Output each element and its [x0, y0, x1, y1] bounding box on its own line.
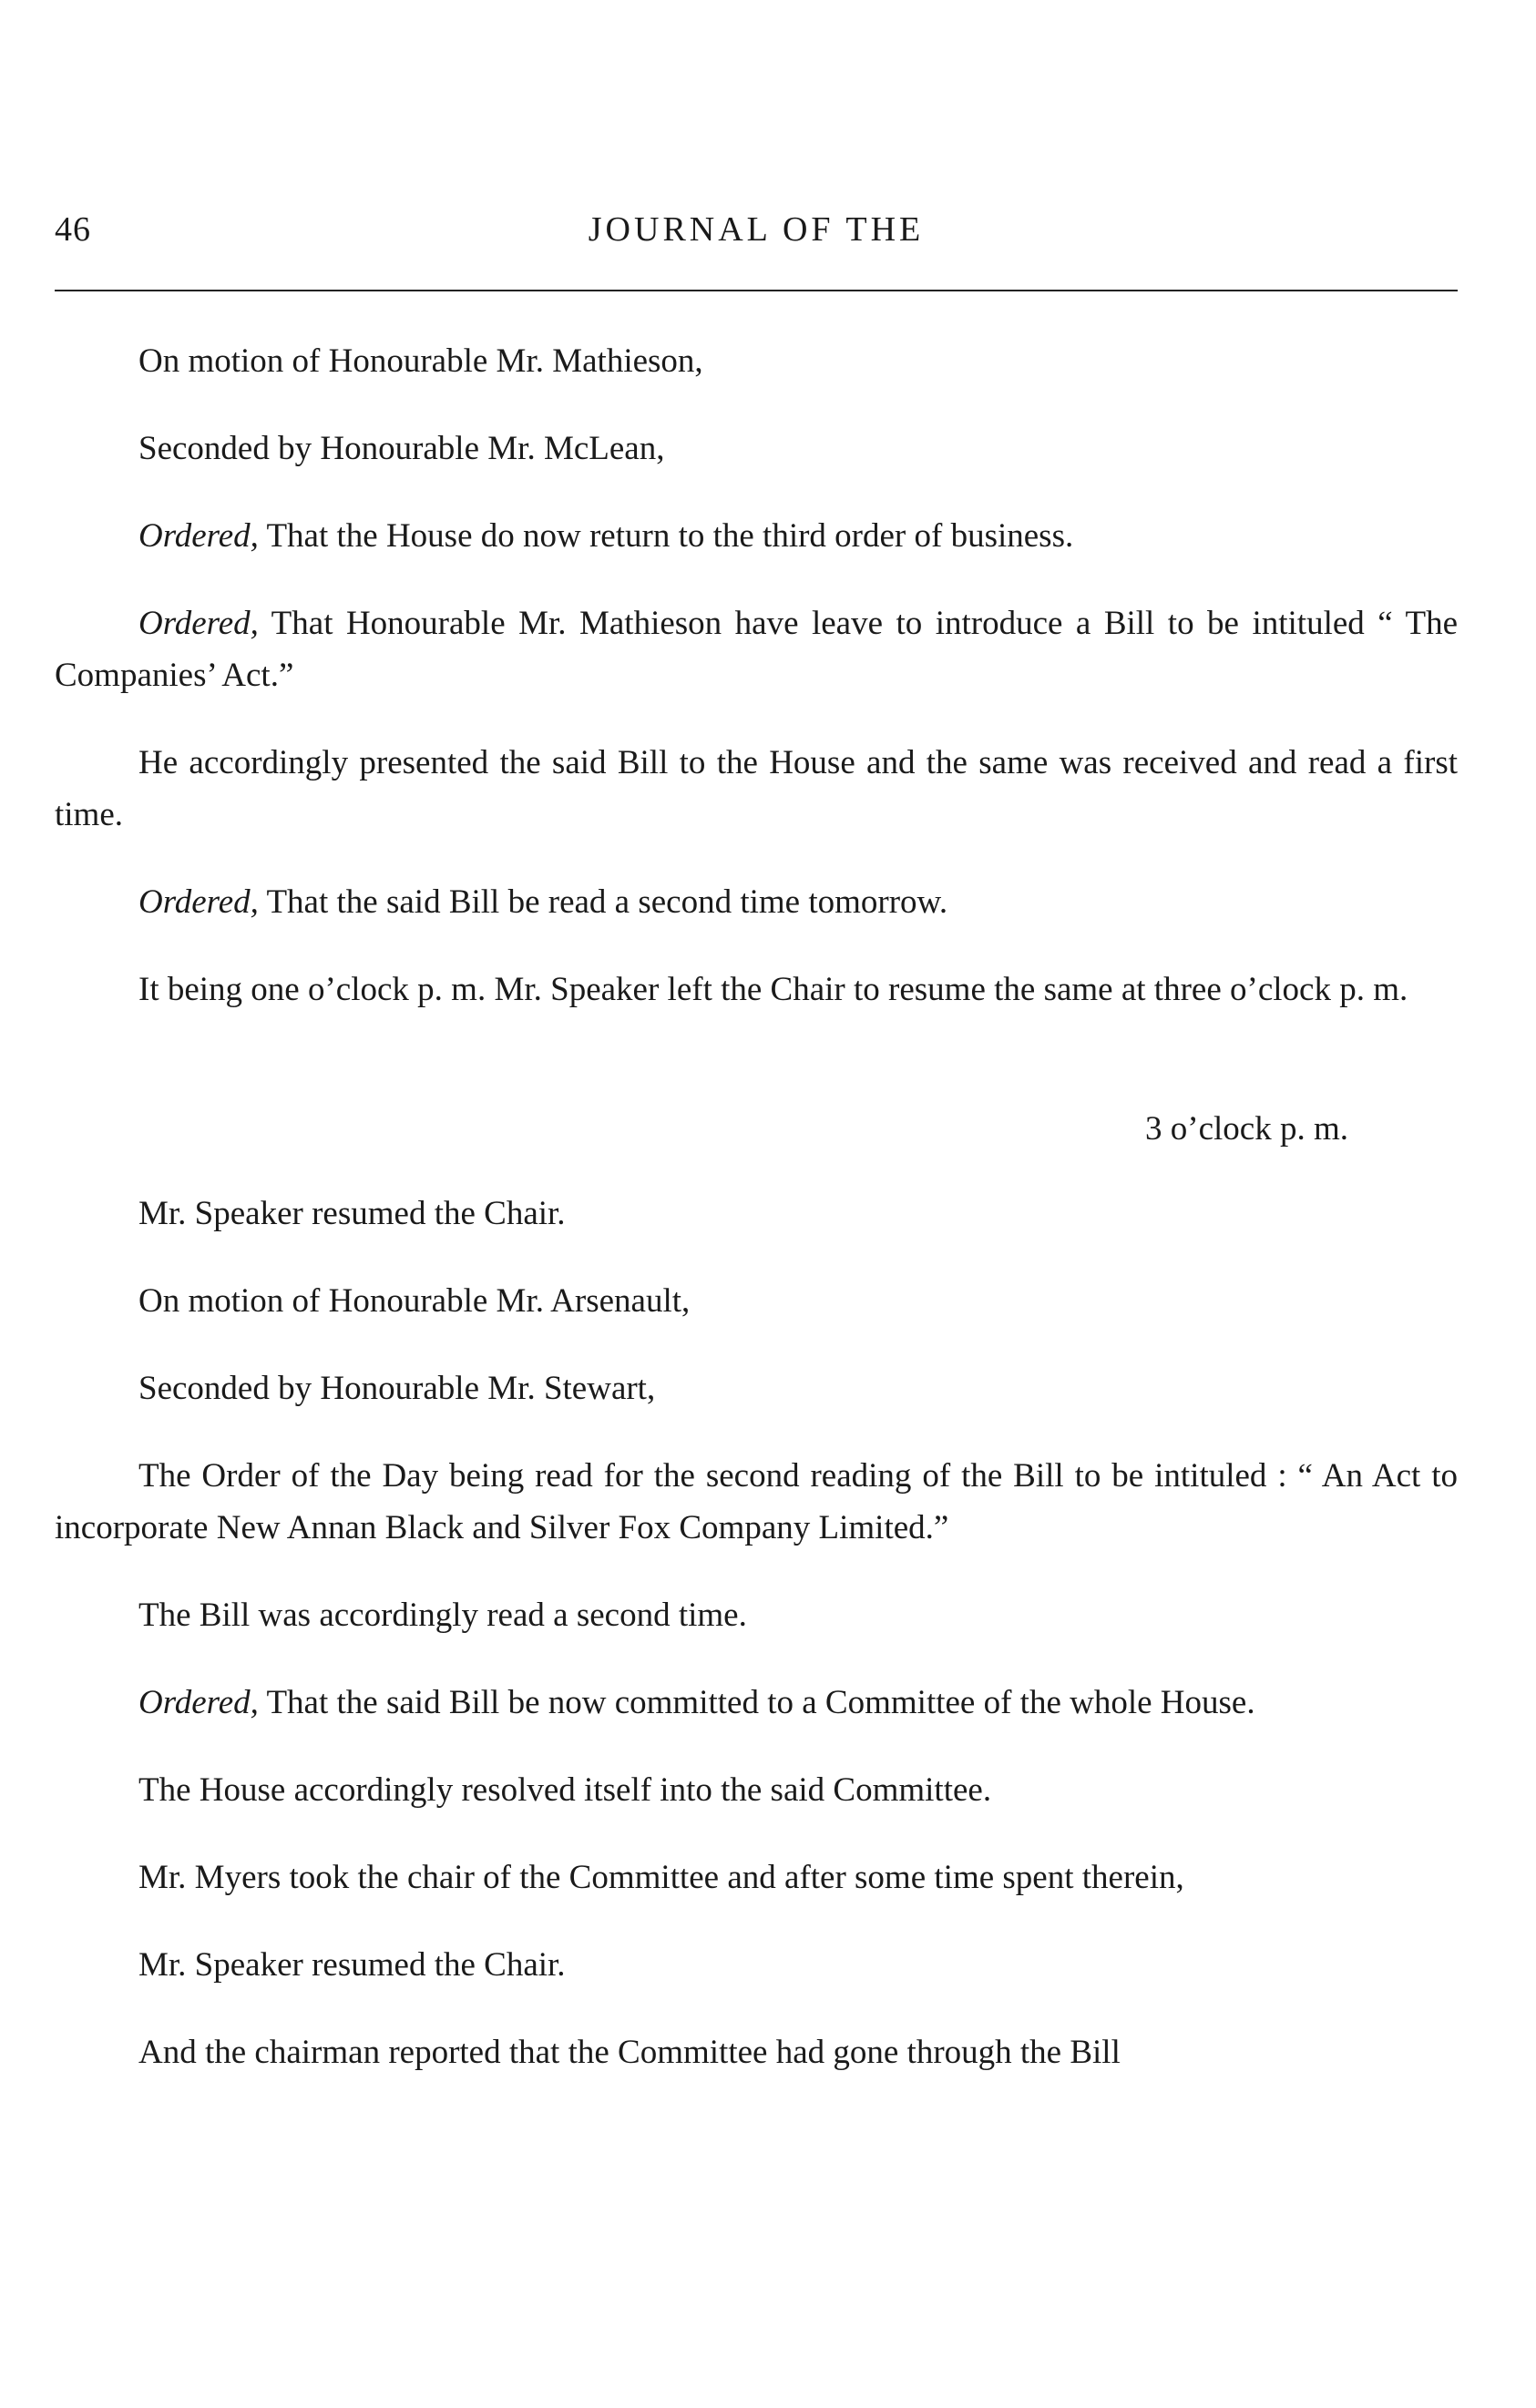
page-number: 46	[55, 210, 91, 249]
journal-paragraph: Ordered, That the said Bill be read a second time tomorrow.	[138, 883, 948, 921]
header-rule	[55, 290, 1458, 291]
ordered-lead: Ordered,	[138, 1684, 259, 1721]
journal-paragraph: And the chairman reported that the Committee had gone through the Bill	[138, 2034, 1121, 2071]
journal-paragraph: Mr. Myers took the chair of the Committee and after some time spent therein,	[138, 1859, 1184, 1896]
journal-paragraph: Mr. Speaker resumed the Chair.	[138, 1946, 566, 1984]
journal-paragraph: On motion of Honourable Mr. Mathieson,	[138, 342, 703, 380]
ordered-lead: Ordered,	[138, 883, 259, 921]
running-title: JOURNAL OF THE	[588, 210, 925, 249]
journal-body	[55, 335, 1458, 2114]
journal-paragraph: On motion of Honourable Mr. Arsenault,	[138, 1282, 691, 1320]
journal-paragraph: It being one o’clock p. m. Mr. Speaker left the Chair to resume the same at three o’clock p. m.	[138, 971, 1408, 1008]
ordered-lead: Ordered,	[138, 517, 259, 555]
journal-paragraph: Ordered, That the said Bill be now committed to a Committee of the whole House.	[138, 1684, 1255, 1721]
ordered-lead: Ordered,	[138, 605, 259, 642]
journal-paragraph: Mr. Speaker resumed the Chair.	[138, 1195, 566, 1232]
journal-paragraph: The Bill was accordingly read a second time.	[138, 1597, 747, 1634]
journal-paragraph: Seconded by Honourable Mr. Stewart,	[138, 1370, 656, 1407]
journal-paragraph: He accordingly presented the said Bill to the House and the same was received and read a first time.	[55, 744, 1458, 833]
journal-paragraph: Ordered, That the House do now return to the third order of business.	[138, 517, 1074, 555]
journal-paragraph: Ordered, That Honourable Mr. Mathieson have leave to introduce a Bill to be intituled “ The Companies’ Act.”	[55, 605, 1458, 694]
journal-paragraph: The Order of the Day being read for the second reading of the Bill to be intituled : “ An Act to incorporate New Annan Black and Silver Fox Company Limited.”	[55, 1457, 1458, 1546]
journal-paragraph: Seconded by Honourable Mr. McLean,	[138, 430, 665, 467]
page-header	[55, 209, 1458, 264]
journal-paragraph: The House accordingly resolved itself into the said Committee.	[138, 1771, 992, 1809]
session-time-stamp: 3 o’clock p. m.	[1145, 1110, 1348, 1148]
